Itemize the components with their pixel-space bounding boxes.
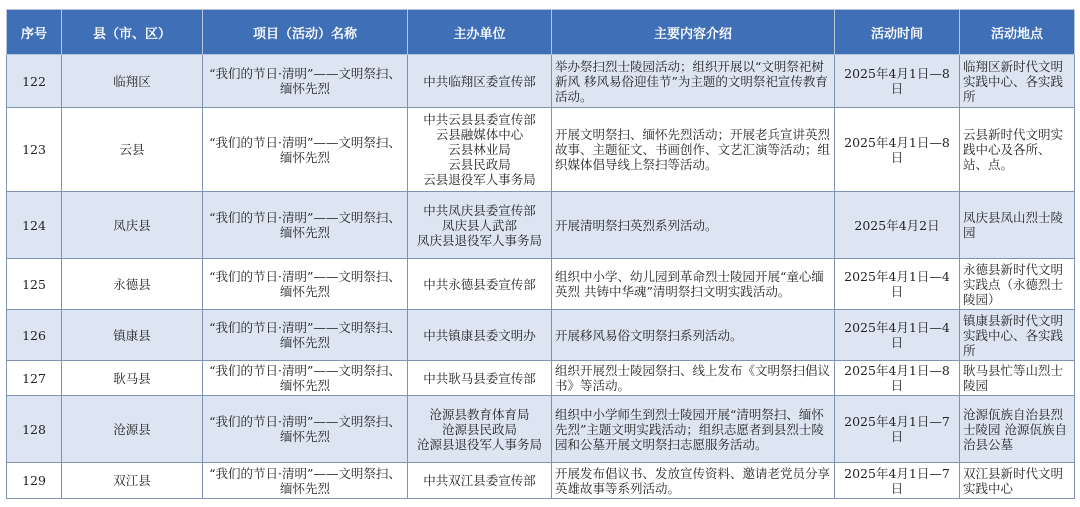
- row-number: 122: [7, 55, 62, 108]
- header-number: 序号: [7, 10, 62, 55]
- header-county: 县（市、区）: [62, 10, 203, 55]
- row-county: 永德县: [62, 259, 203, 310]
- row-project-name: “我们的节日·清明”——文明祭扫、缅怀先烈: [203, 108, 408, 192]
- row-host-unit: [408, 463, 552, 499]
- row-number: 124: [7, 192, 62, 259]
- host-line: 中共永德县委宣传部: [423, 276, 536, 292]
- host-line: 云县民政局: [448, 157, 511, 172]
- table-row: [7, 463, 1075, 499]
- row-number: 125: [7, 259, 62, 310]
- row-time: 2025年4月1日—7日: [835, 396, 960, 463]
- row-county: 凤庆县: [62, 192, 203, 259]
- row-project-name: “我们的节日·清明”——文明祭扫、缅怀先烈: [203, 396, 408, 463]
- row-county: 临翔区: [62, 55, 203, 108]
- row-project-name: “我们的节日·清明”——文明祭扫、缅怀先烈: [203, 259, 408, 310]
- table-row: [7, 55, 1075, 108]
- row-place: 临翔区新时代文明实践中心、各实践所: [960, 55, 1075, 108]
- row-time: 2025年4月1日—7日: [835, 463, 960, 499]
- table-row: [7, 396, 1075, 463]
- row-number: 129: [7, 463, 62, 499]
- host-line: 沧源县退役军人事务局: [416, 436, 542, 452]
- host-line: 中共耿马县委宣传部: [423, 370, 536, 386]
- row-county: 云县: [62, 108, 203, 192]
- activity-table-container: [6, 9, 1074, 499]
- row-time: 2025年4月1日—8日: [835, 108, 960, 192]
- activity-table: [6, 9, 1075, 499]
- host-line: 中共临翔区委宣传部: [423, 73, 536, 89]
- row-content: 开展文明祭扫、缅怀先烈活动；开展老兵宣讲英烈故事、主题征文、书画创作、文艺汇演等活动；组织媒体倡导线上祭扫等活动。: [552, 108, 835, 192]
- host-line: 云县退役军人事务局: [423, 172, 536, 187]
- row-place: 凤庆县凤山烈士陵园: [960, 192, 1075, 259]
- header-row: [7, 10, 1075, 55]
- host-line: 凤庆县退役军人事务局: [416, 232, 542, 248]
- row-number: 127: [7, 361, 62, 396]
- row-time: 2025年4月1日—8日: [835, 55, 960, 108]
- row-host-unit: [408, 259, 552, 310]
- row-place: 耿马县忙等山烈士陵园: [960, 361, 1075, 396]
- host-line: 沧源县教育体育局: [429, 406, 530, 422]
- row-number: 128: [7, 396, 62, 463]
- table-row: [7, 259, 1075, 310]
- row-content: 开展清明祭扫英烈系列活动。: [552, 192, 835, 259]
- row-place: 永德县新时代文明实践点（永德烈士陵园）: [960, 259, 1075, 310]
- host-line: 中共双江县委宣传部: [423, 473, 536, 488]
- row-project-name: “我们的节日·清明”——文明祭扫、缅怀先烈: [203, 361, 408, 396]
- row-number: 123: [7, 108, 62, 192]
- row-content: 组织开展烈士陵园祭扫、线上发布《文明祭扫倡议书》等活动。: [552, 361, 835, 396]
- row-number: 126: [7, 310, 62, 361]
- row-host-unit: [408, 396, 552, 463]
- row-project-name: “我们的节日·清明”——文明祭扫、缅怀先烈: [203, 463, 408, 499]
- host-line: 云县融媒体中心: [435, 127, 524, 142]
- row-time: 2025年4月1日—4日: [835, 310, 960, 361]
- header-project-name: 项目（活动）名称: [203, 10, 408, 55]
- row-project-name: “我们的节日·清明”——文明祭扫、缅怀先烈: [203, 55, 408, 108]
- table-row: [7, 361, 1075, 396]
- row-host-unit: [408, 361, 552, 396]
- row-host-unit: [408, 108, 552, 192]
- row-content: 开展发布倡议书、发放宣传资料、邀请老党员分享英雄故事等系列活动。: [552, 463, 835, 499]
- row-content: 开展移风易俗文明祭扫系列活动。: [552, 310, 835, 361]
- host-line: 凤庆县人武部: [441, 217, 517, 233]
- header-place: 活动地点: [960, 10, 1075, 55]
- row-host-unit: [408, 310, 552, 361]
- header-content: 主要内容介绍: [552, 10, 835, 55]
- row-place: 沧源佤族自治县烈士陵园 沧源佤族自治县公墓: [960, 396, 1075, 463]
- row-time: 2025年4月1日—8日: [835, 361, 960, 396]
- row-county: 双江县: [62, 463, 203, 499]
- table-row: [7, 108, 1075, 192]
- row-project-name: “我们的节日·清明”——文明祭扫、缅怀先烈: [203, 192, 408, 259]
- row-time: 2025年4月1日—4日: [835, 259, 960, 310]
- header-time: 活动时间: [835, 10, 960, 55]
- table-row: [7, 310, 1075, 361]
- host-line: 沧源县民政局: [441, 421, 517, 437]
- row-place: 双江县新时代文明实践中心: [960, 463, 1075, 499]
- host-line: 中共凤庆县委宣传部: [423, 202, 536, 218]
- row-county: 沧源县: [62, 396, 203, 463]
- header-host-unit: 主办单位: [408, 10, 552, 55]
- row-host-unit: [408, 55, 552, 108]
- host-line: 中共镇康县委文明办: [423, 327, 536, 343]
- host-line: 云县林业局: [448, 142, 511, 157]
- row-place: 云县新时代文明实践中心及各所、站、点。: [960, 108, 1075, 192]
- row-time: 2025年4月2日: [835, 192, 960, 259]
- row-county: 耿马县: [62, 361, 203, 396]
- row-content: 举办祭扫烈士陵园活动；组织开展以“文明祭祀树新风 移风易俗迎佳节”为主题的文明祭祀宣传教育活动。: [552, 55, 835, 108]
- row-place: 镇康县新时代文明实践中心、各实践所: [960, 310, 1075, 361]
- row-host-unit: [408, 192, 552, 259]
- row-content: 组织中小学、幼儿园到革命烈士陵园开展“童心缅英烈 共铸中华魂”清明祭扫文明实践活动。: [552, 259, 835, 310]
- row-content: 组织中小学师生到烈士陵园开展“清明祭扫、缅怀先烈”主题文明实践活动；组织志愿者到县烈士陵园和公墓开展文明祭扫志愿服务活动。: [552, 396, 835, 463]
- host-line: 中共云县县委宣传部: [423, 112, 536, 127]
- row-project-name: “我们的节日·清明”——文明祭扫、缅怀先烈: [203, 310, 408, 361]
- row-county: 镇康县: [62, 310, 203, 361]
- table-row: [7, 192, 1075, 259]
